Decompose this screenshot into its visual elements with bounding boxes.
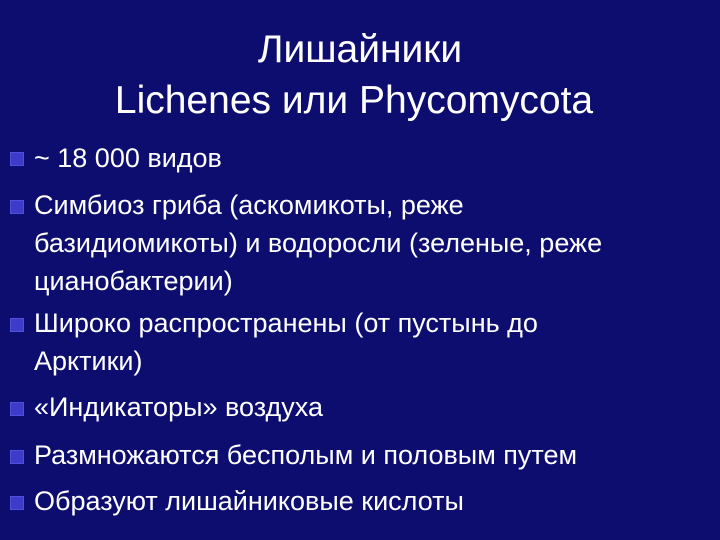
bullet-text-line: «Индикаторы» воздуха xyxy=(34,392,324,422)
slide-title-line-1: Лишайники xyxy=(257,28,463,71)
bullet-text-line: Широко распространены (от пустынь до xyxy=(34,308,538,338)
square-bullet-icon xyxy=(10,152,24,166)
slide-title-line-2: Lichenes или Phycomycota xyxy=(114,79,594,122)
bullet-text-line: Арктики) xyxy=(34,346,143,376)
bullet-text-line: Размножаются бесполым и половым путем xyxy=(34,440,578,470)
bullet-text-line: цианобактерии) xyxy=(34,266,233,296)
bullet-text-line: Симбиоз гриба (аскомикоты, реже xyxy=(34,190,464,220)
bullet-text-line: Образуют лишайниковые кислоты xyxy=(34,486,464,516)
square-bullet-icon xyxy=(10,200,24,214)
bullet-text-line: ~ 18 000 видов xyxy=(34,143,222,173)
square-bullet-icon xyxy=(10,318,24,332)
square-bullet-icon xyxy=(10,402,24,416)
square-bullet-icon xyxy=(10,496,24,510)
square-bullet-icon xyxy=(10,450,24,464)
bullet-text-line: базидиомикоты) и водоросли (зеленые, реже xyxy=(34,228,603,258)
